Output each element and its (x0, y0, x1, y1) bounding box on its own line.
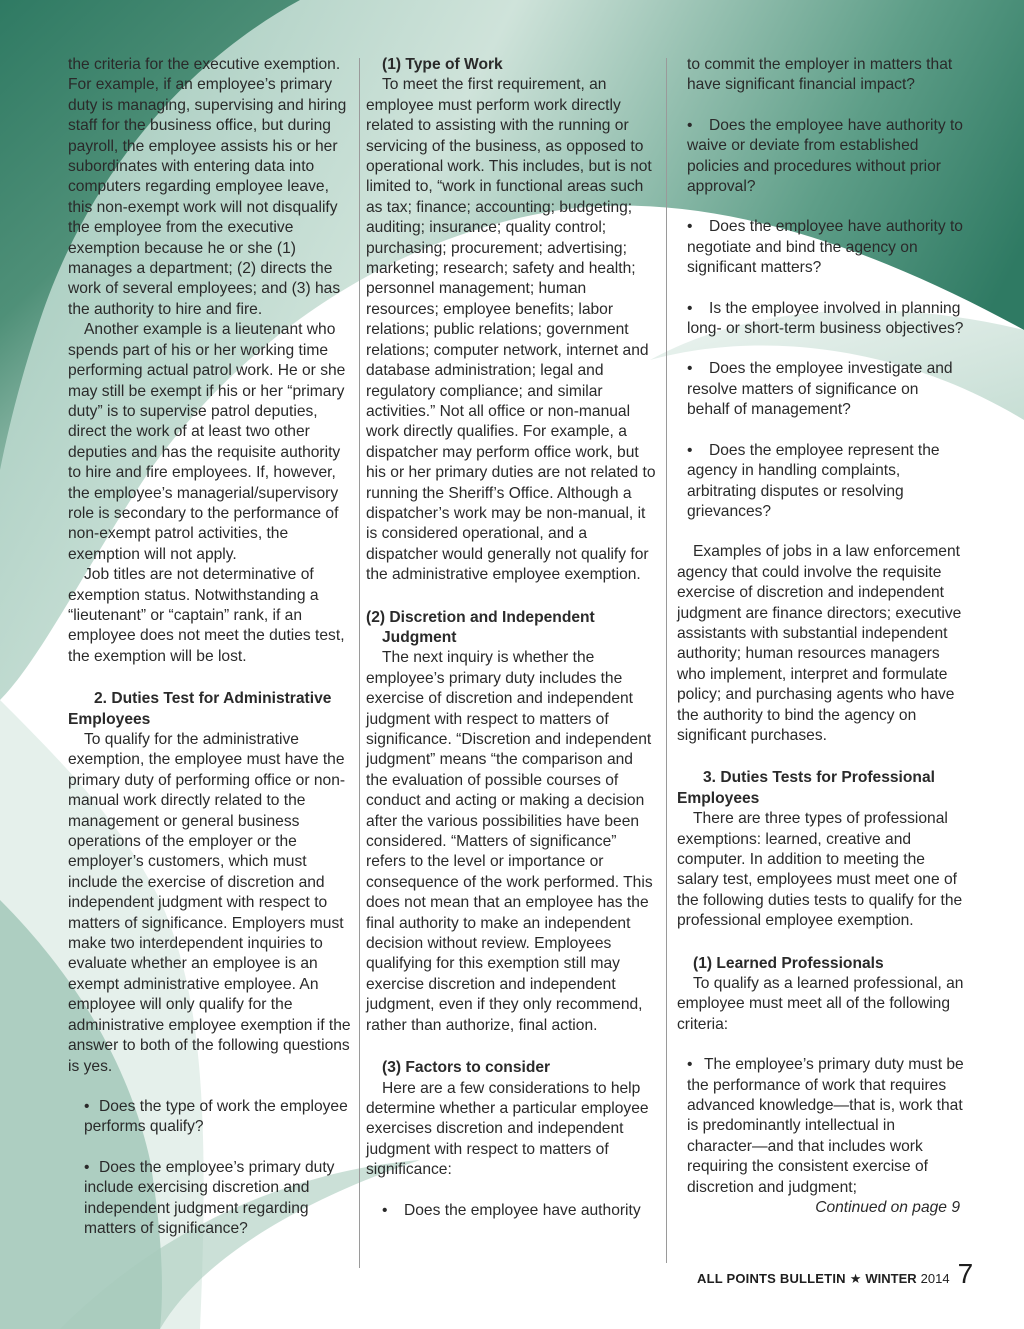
paragraph: Job titles are not determinative of exemption status. Notwithstanding a “lieutenant” or “captain” rank, if an employee does not meet the duties test, the exemption will be lost. (68, 566, 345, 665)
paragraph: There are three types of professional exemptions: learned, creative and computer. In addition to meeting the salary test, employees must meet one of the following duties tests to qualify for the professional employee exemption. (677, 810, 963, 930)
paragraph: Examples of jobs in a law enforcement agency that could involve the requisite exercise of discretion and independent judgment are finance directors; executive assistants with substantial independent authority; human resources managers who implement, interpret and formulate policy; and purchasing agents who have the authority to bind the agency on significant purchases. (677, 543, 962, 744)
text-column-left (68, 55, 355, 1239)
bullet-item (68, 1158, 355, 1240)
page-number: 7 (957, 1258, 974, 1289)
column-divider (359, 58, 360, 1268)
bullet-icon: • (687, 116, 693, 134)
bullet-item (366, 1201, 657, 1221)
section-heading-cont: Employees (677, 789, 760, 807)
issue-season: WINTER (865, 1271, 917, 1286)
bullet-text: Does the employee have authority (404, 1201, 641, 1219)
bullet-icon: • (687, 360, 693, 378)
bullet-item (677, 359, 964, 420)
bullet-item (677, 217, 964, 278)
bullet-icon: • (687, 299, 693, 317)
bullet-text: The employee’s primary duty must be the performance of work that requires advanced knowledge—that is, work that is predominantly intellectual in character—and that includes work requiring the consistent exercise of discretion and judgment; (687, 1056, 964, 1196)
bullet-text: Does the employee have authority to negotiate and bind the agency on significant matters? (687, 218, 963, 277)
bullet-text: Does the employee have authority to waive or deviate from established policies and procedures without prior approval? (687, 116, 963, 196)
section-heading-cont: Employees (68, 710, 151, 728)
paragraph: the criteria for the executive exemption. For example, if an employee’s primary duty is managing, supervising and hiring staff for the business office, but during payroll, the employee assists his or her subordinates with entering data into computers regarding employee leave, this non-exempt work will not disqualify the employee from the executive exemption because he or she (1) manages a department; (2) directs the work of several employees; and (3) has the authority to hire and fire. (68, 56, 347, 318)
bullet-text: Does the employee investigate and resolve matters of significance on behalf of management? (687, 360, 953, 419)
text-column-right (677, 55, 964, 1219)
column-divider (666, 58, 667, 1263)
bullet-icon: • (382, 1201, 388, 1219)
bullet-icon: • (84, 1097, 90, 1115)
paragraph: The next inquiry is whether the employee’s primary duty includes the exercise of discretion and independent judgment with respect to matters of significance. “Discretion and independent judgment” means “the comparison and the evaluation of possible courses of conduct and acting or making a decision after the various possibilities have been considered. “Matters of significance” refers to the level or importance or consequence of the work performed. This does not mean that an employee has the final authority to make an independent decision without review. Employees qualifying for this exemption still may exercise discretion and independent judgment, even if they only recommend, rather than authorize, final action. (366, 649, 653, 1034)
publication-name: ALL POINTS BULLETIN (697, 1271, 846, 1286)
issue-year: 2014 (920, 1271, 950, 1286)
continued-note: Continued on page 9 (815, 1199, 960, 1217)
bullet-item (677, 1055, 964, 1198)
bullet-item (677, 299, 964, 340)
paragraph: To qualify as a learned professional, an employee must meet all of the following criteria: (677, 975, 964, 1033)
bullet-text: Does the type of work the employee performs qualify? (84, 1097, 348, 1136)
paragraph: To qualify for the administrative exemption, the employee must have the primary duty of performing office or non-manual work directly related to the management or general business operations of the employer or the employer’s customers, which must include the exercise of discretion and independent judgment with respect to matters of significance. Employers must make two interdependent inquiries to evaluate whether an employee is an exempt administrative employee. An employee will only qualify for the administrative employee exemption if the answer to both of the following questions is yes. (68, 731, 351, 1075)
paragraph: to commit the employer in matters that have significant financial impact? (687, 56, 953, 94)
bullet-item (677, 116, 964, 198)
paragraph: Another example is a lieutenant who spends part of his or her working time performing actual patrol work. He or she may still be exempt if his or her “primary duty” is to supervise patrol deputies, direct the work of at least two other deputies and has the requisite authority to hire and fire employees. If, however, the employee’s managerial/supervisory role is secondary to the performance of non-exempt patrol activities, the exemption will not apply. (68, 321, 346, 563)
bullet-item (677, 441, 964, 523)
page-footer (697, 1258, 973, 1290)
subheading: (1) Learned Professionals (693, 954, 884, 972)
star-icon: ★ (849, 1271, 862, 1286)
bullet-icon: • (687, 441, 693, 459)
subheading: (3) Factors to consider (382, 1059, 551, 1077)
subheading: (1) Type of Work (382, 56, 503, 73)
section-heading: 3. Duties Tests for Professional (703, 769, 935, 787)
bullet-icon: • (84, 1158, 90, 1176)
bullet-icon: • (687, 218, 693, 236)
section-heading: 2. Duties Test for Administrative (94, 690, 332, 708)
paragraph: Here are a few considerations to help determine whether a particular employee exercises discretion and independent judgment with respect to matters of significance: (366, 1079, 649, 1179)
paragraph: To meet the first requirement, an employee must perform work directly related to assisting with the running or servicing of the business, as opposed to operational work. This includes, but is not limited to, “work in functional areas such as tax; finance; accounting; budgeting; auditing; insurance; quality control; purchasing; procurement; advertising; marketing; research; safety and health; personnel management; human resources; employee benefits; labor relations; public relations; government relations; computer network, internet and database administration; legal and regulatory compliance; and similar activities.” Not all office or non-manual work directly qualifies. For example, a dispatcher may perform office work, but his or her primary duties are not related to running the Sheriff’s Office. Although a dispatcher’s work may be non-manual, it is considered operational, and a dispatcher would generally not qualify for the administrative employee exemption. (366, 76, 656, 584)
bullet-text: Is the employee involved in planning long- or short-term business objectives? (687, 299, 964, 338)
bullet-icon: • (687, 1056, 693, 1074)
bullet-item (68, 1097, 355, 1138)
bullet-text: Does the employee represent the agency in handling complaints, arbitrating disputes or resolving grievances? (687, 441, 940, 520)
subheading: (2) Discretion and Independent Judgment (366, 608, 595, 646)
bullet-text: Does the employee’s primary duty include exercising discretion and independent judgment regarding matters of significance? (84, 1158, 335, 1237)
text-column-middle (366, 55, 657, 1221)
